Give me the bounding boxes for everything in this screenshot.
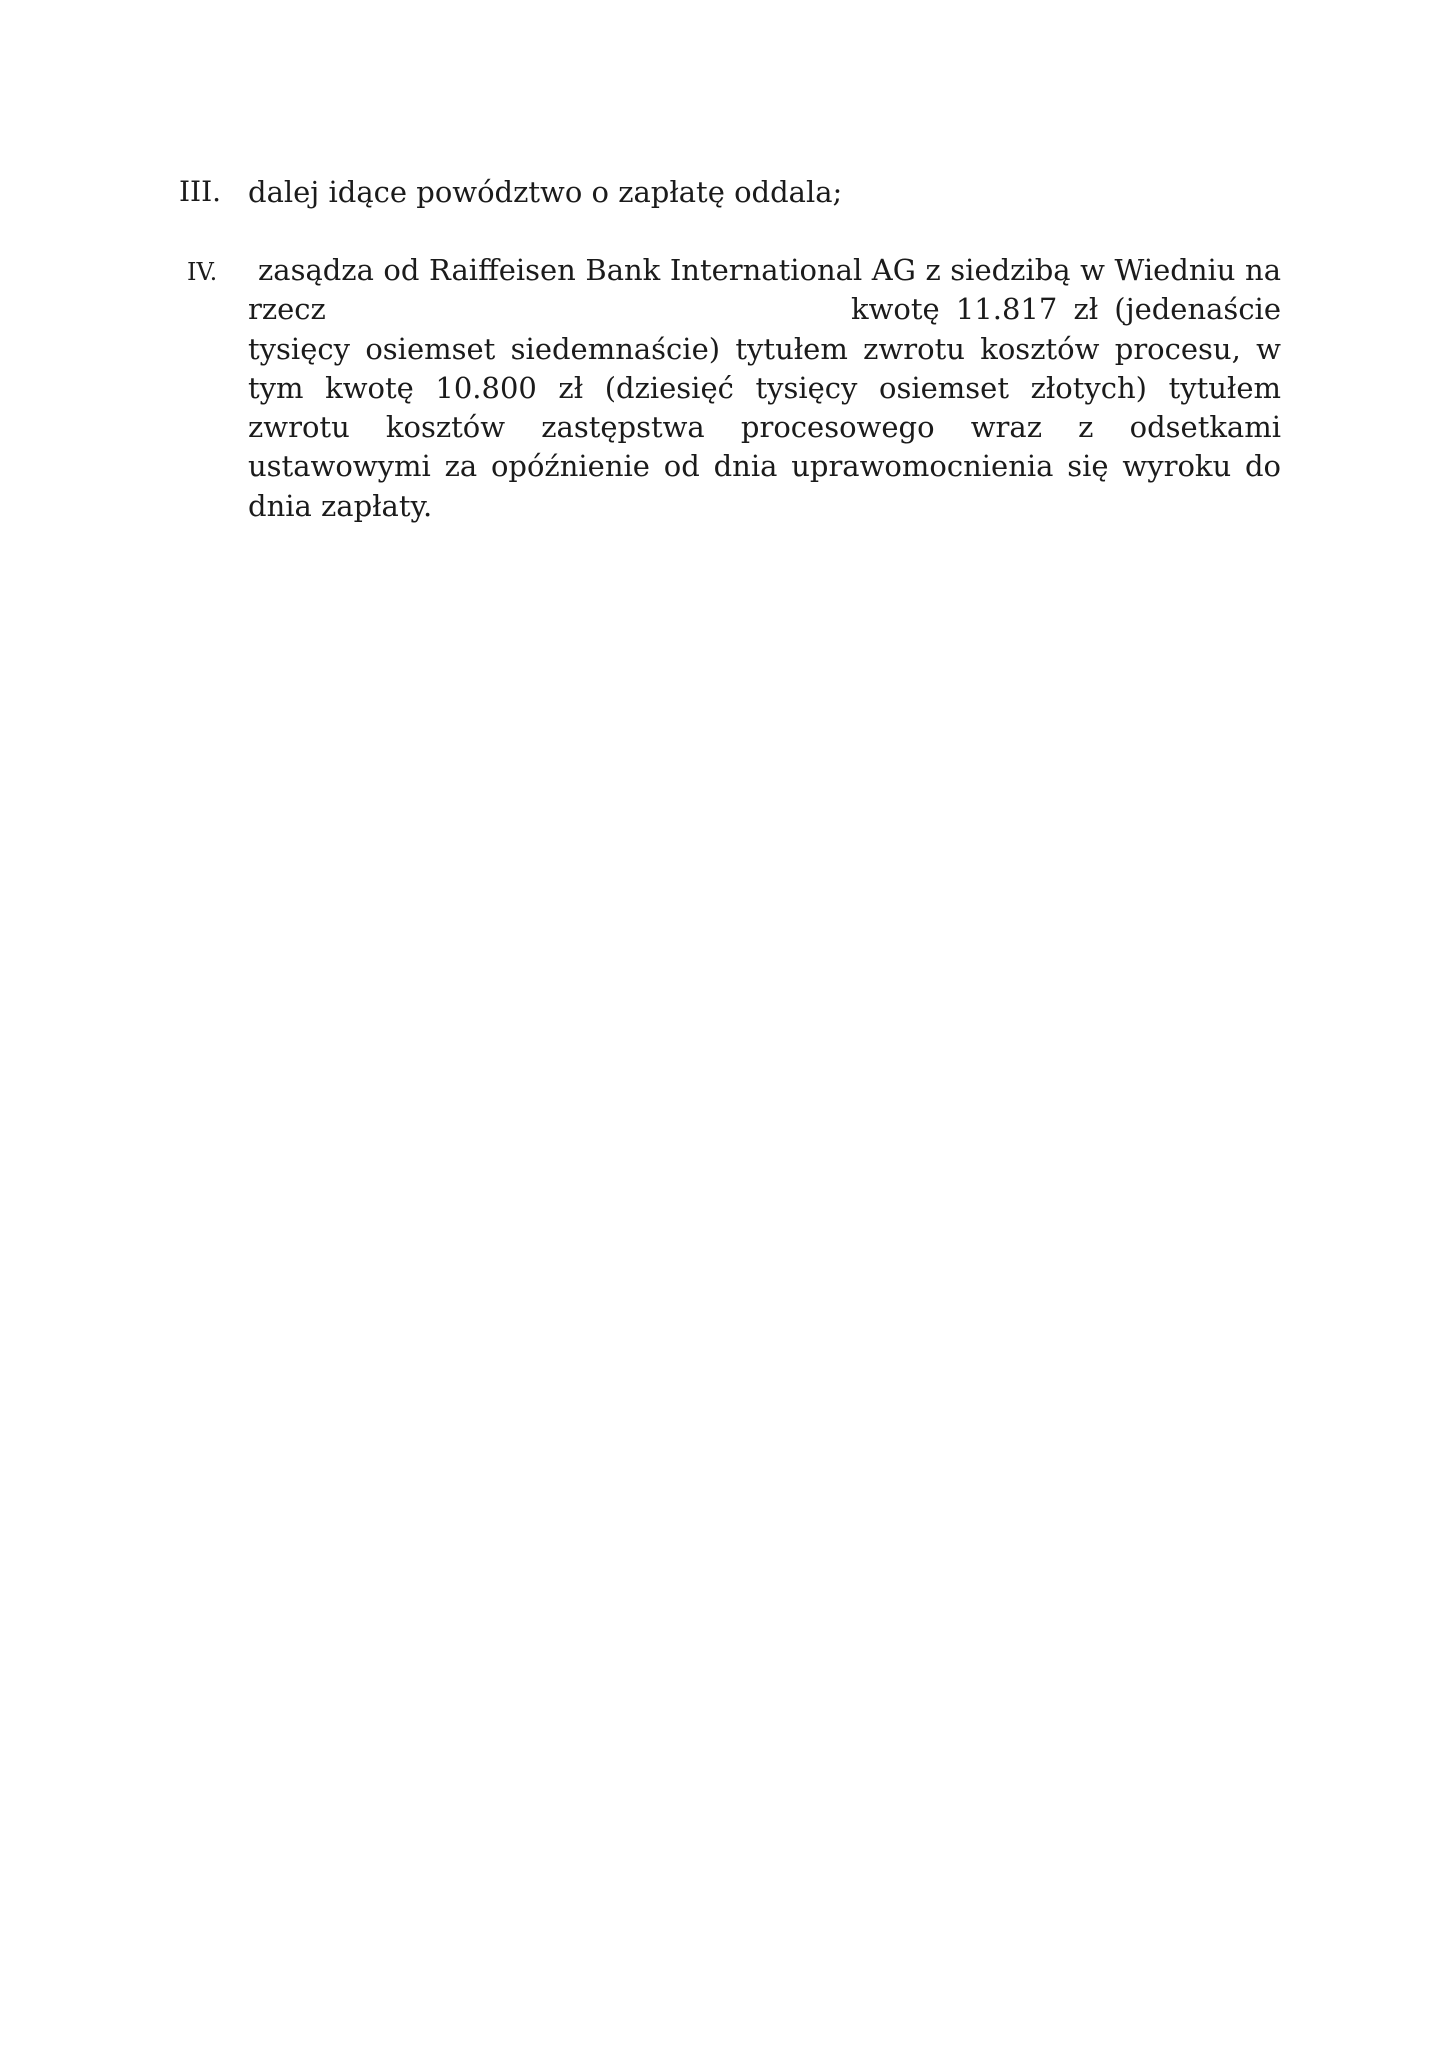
text-line: zwrotu kosztów zastępstwa procesowego wraz z odsetkami <box>248 410 1281 444</box>
text-line: dalej idące powództwo o zapłatę oddala; <box>248 175 843 209</box>
text-line: dnia zapłaty. <box>248 489 433 523</box>
text-line: kwotę 11.817 zł (jedenaście <box>851 292 1281 326</box>
text-line: tym kwotę 10.800 zł (dziesięć tysięcy osiemset złotych) tytułem <box>248 371 1281 405</box>
point-numeral: IV. <box>187 258 218 286</box>
point-numeral: III. <box>179 175 222 208</box>
text-line: tysięcy osiemset siedemnaście) tytułem zwrotu kosztów procesu, w <box>248 332 1281 366</box>
text-line: zasądza od Raiffeisen Bank International AG z siedzibą w Wiedniu na <box>258 253 1281 287</box>
text-line: rzecz <box>248 292 326 326</box>
text-line: ustawowymi za opóźnienie od dnia uprawomocnienia się wyroku do <box>248 449 1281 483</box>
point-text <box>248 250 1288 550</box>
